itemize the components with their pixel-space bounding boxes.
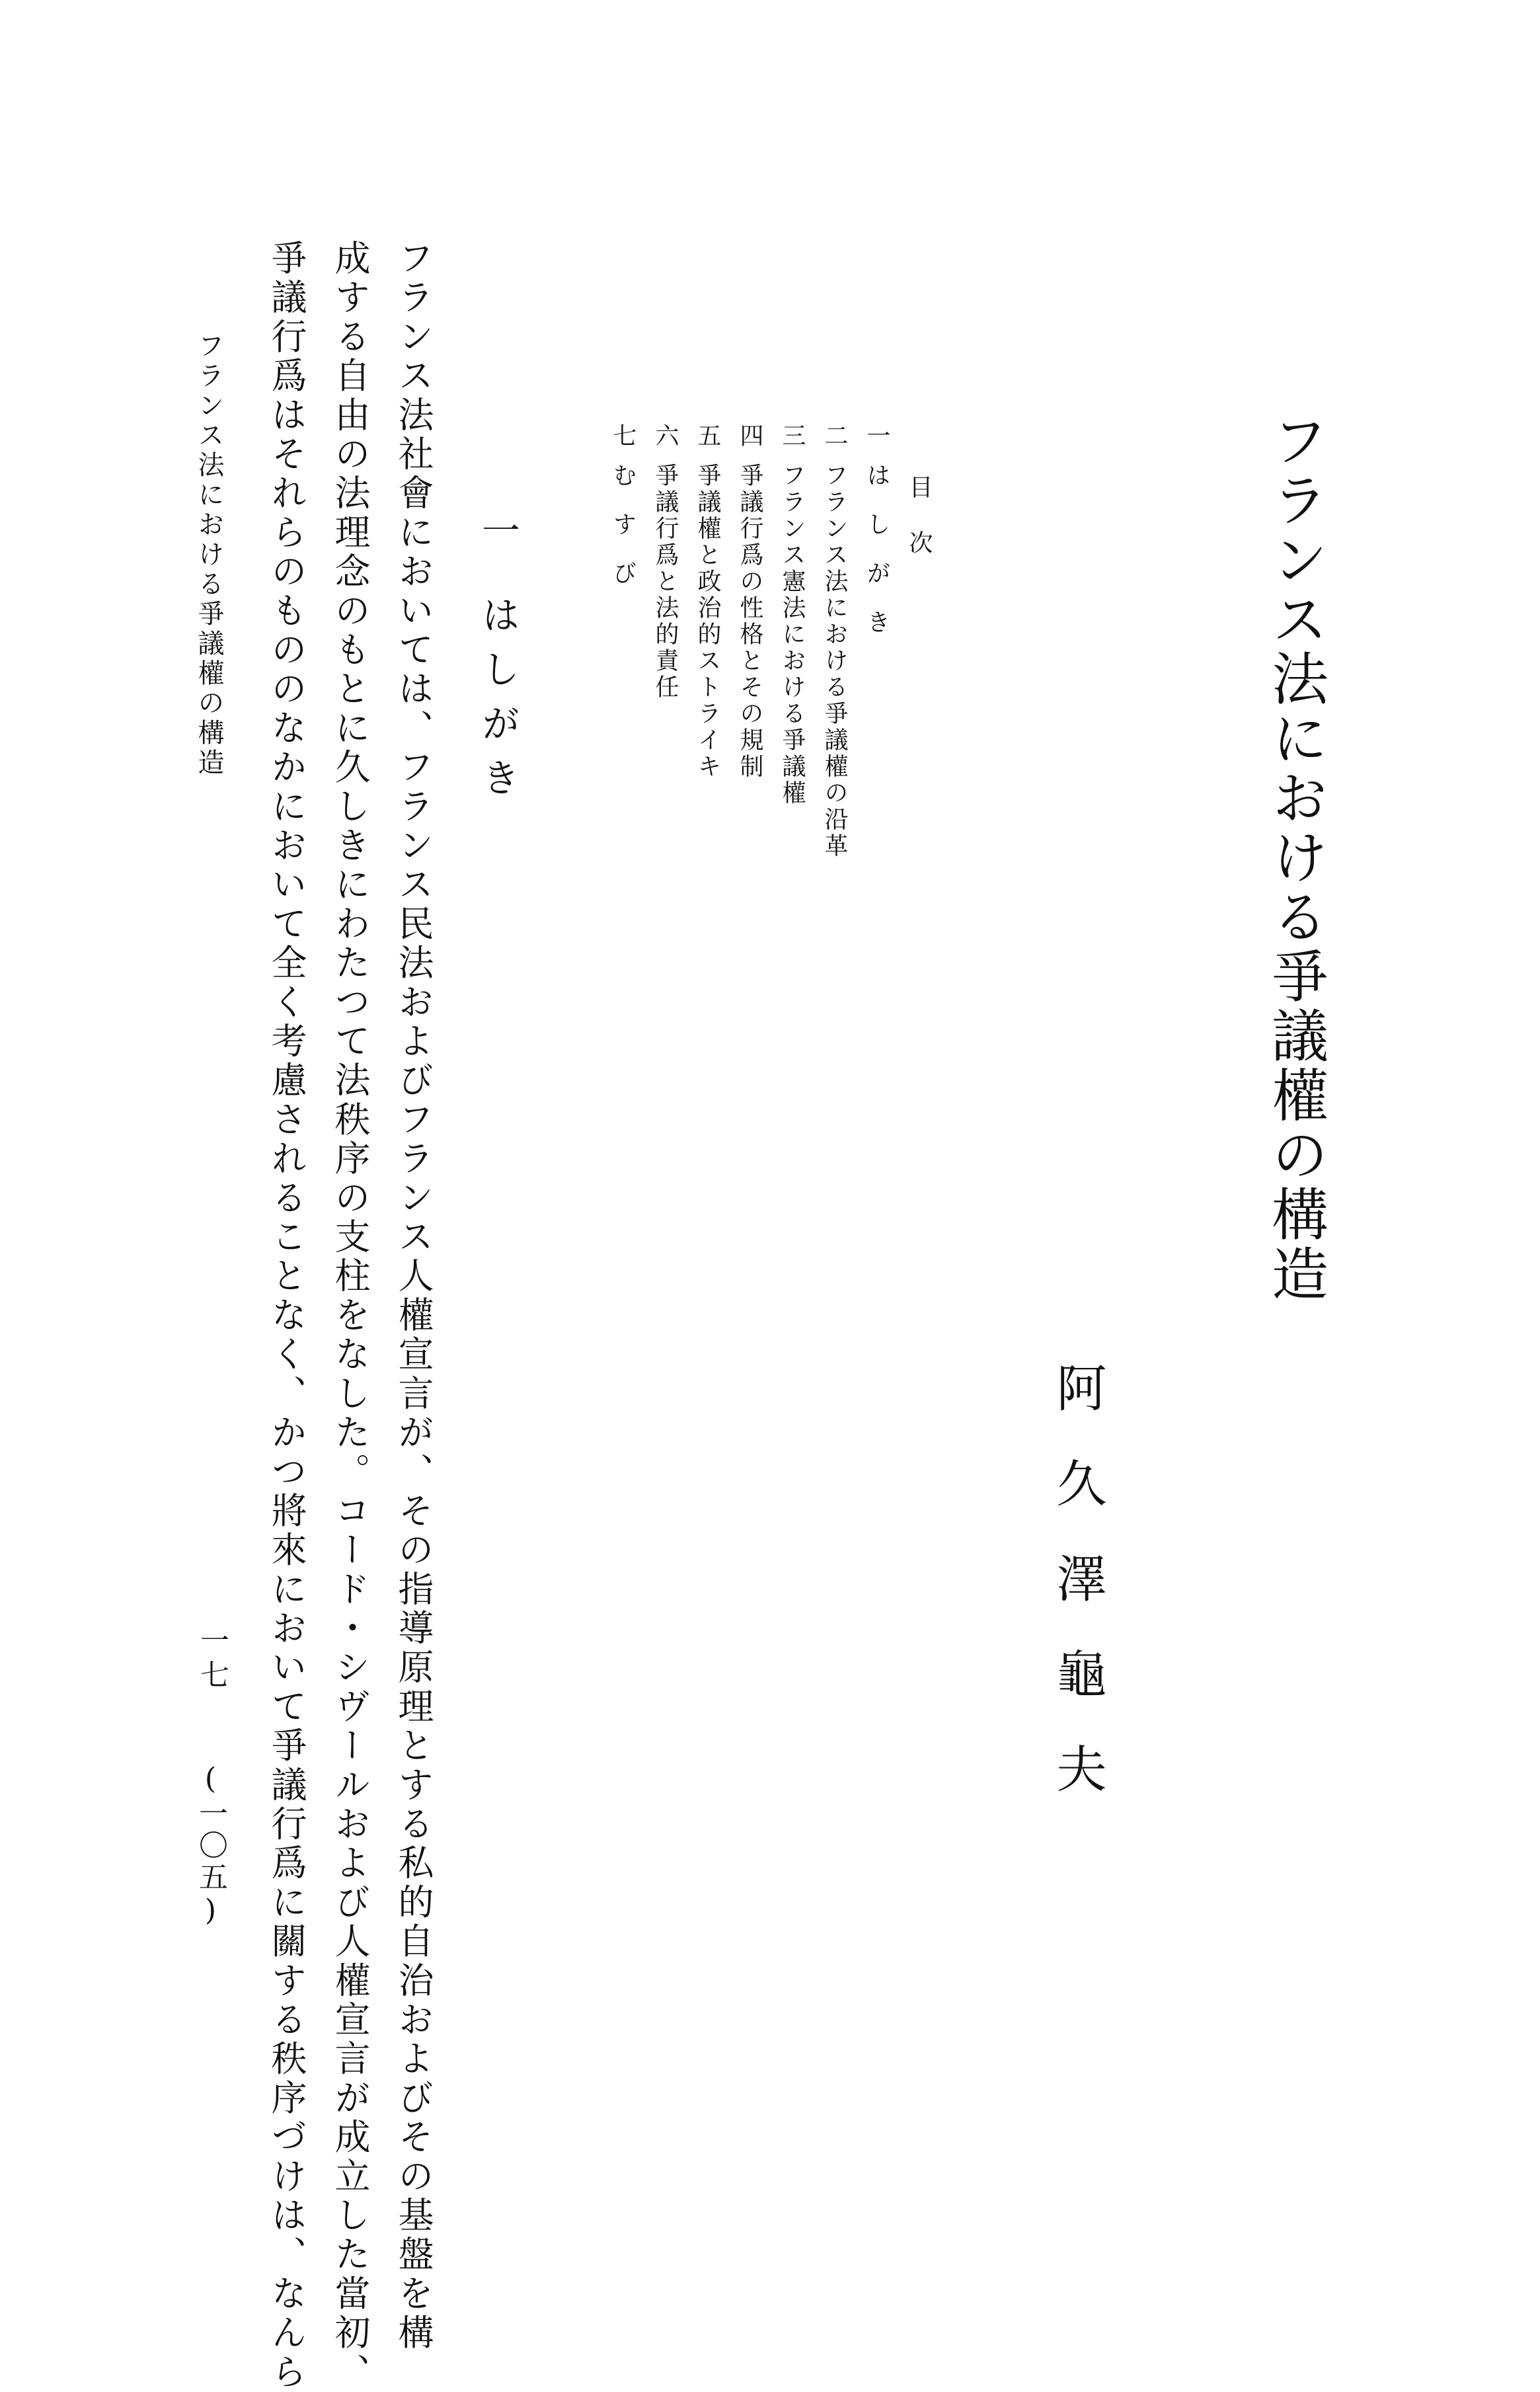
toc-item — [611, 423, 635, 610]
toc-item-label: フランス憲法における爭議權 — [779, 463, 806, 807]
toc-item-number: 三 — [779, 423, 806, 447]
toc-item-number: 一 — [863, 423, 890, 447]
toc-item — [653, 423, 677, 701]
toc-heading: 目次 — [905, 475, 933, 586]
page-number-cumulative: (一〇五) — [194, 1762, 227, 1930]
toc-item-label: 爭議權と政治的ストライキ — [694, 463, 721, 780]
toc-item-label: はしがき — [863, 463, 890, 658]
toc-item-label: むすび — [609, 463, 636, 610]
body-text-line: 爭議行爲はそれらのもののなかにおいて全く考慮されることなく、かつ將來において爭議行爲に關する秩序づけは、なんら — [266, 239, 307, 2392]
section-heading — [475, 510, 520, 812]
toc-item-number: 六 — [652, 423, 679, 447]
toc-item-label: 爭議行爲と法的責任 — [652, 463, 679, 701]
toc-item — [695, 423, 719, 780]
toc-item-label: フランス法における爭議權の沿革 — [821, 463, 848, 859]
toc-item-number: 五 — [694, 423, 721, 447]
section-title: はしがき — [475, 595, 520, 812]
running-head: フランス法における爭議權の構造 — [194, 332, 224, 778]
toc-item-number: 七 — [609, 423, 636, 447]
author-name: 阿久澤龜夫 — [1048, 1362, 1107, 1838]
toc-item — [822, 423, 846, 859]
toc-item — [865, 423, 888, 658]
toc-item-number: 二 — [821, 423, 848, 447]
body-text-line: 成する自由の法理念のもとに久しきにわたつて法秩序の支柱をなした。コード・シヴールおよび人權宣言が成立した當初、 — [329, 239, 371, 2392]
toc-item — [738, 423, 761, 780]
article-title: フランス法における爭議權の構造 — [1262, 411, 1328, 1304]
toc-item-label: 爭議行爲の性格とその規制 — [736, 463, 763, 780]
page-number: 一七 — [195, 1625, 229, 1694]
body-text-line: フランス法社會においては、フランス民法およびフランス人權宣言が、その指導原理とする私的自治およびその基盤を構 — [393, 239, 434, 2353]
toc-item-number: 四 — [736, 423, 763, 447]
section-number: 一 — [475, 510, 520, 565]
toc-item — [780, 423, 804, 807]
